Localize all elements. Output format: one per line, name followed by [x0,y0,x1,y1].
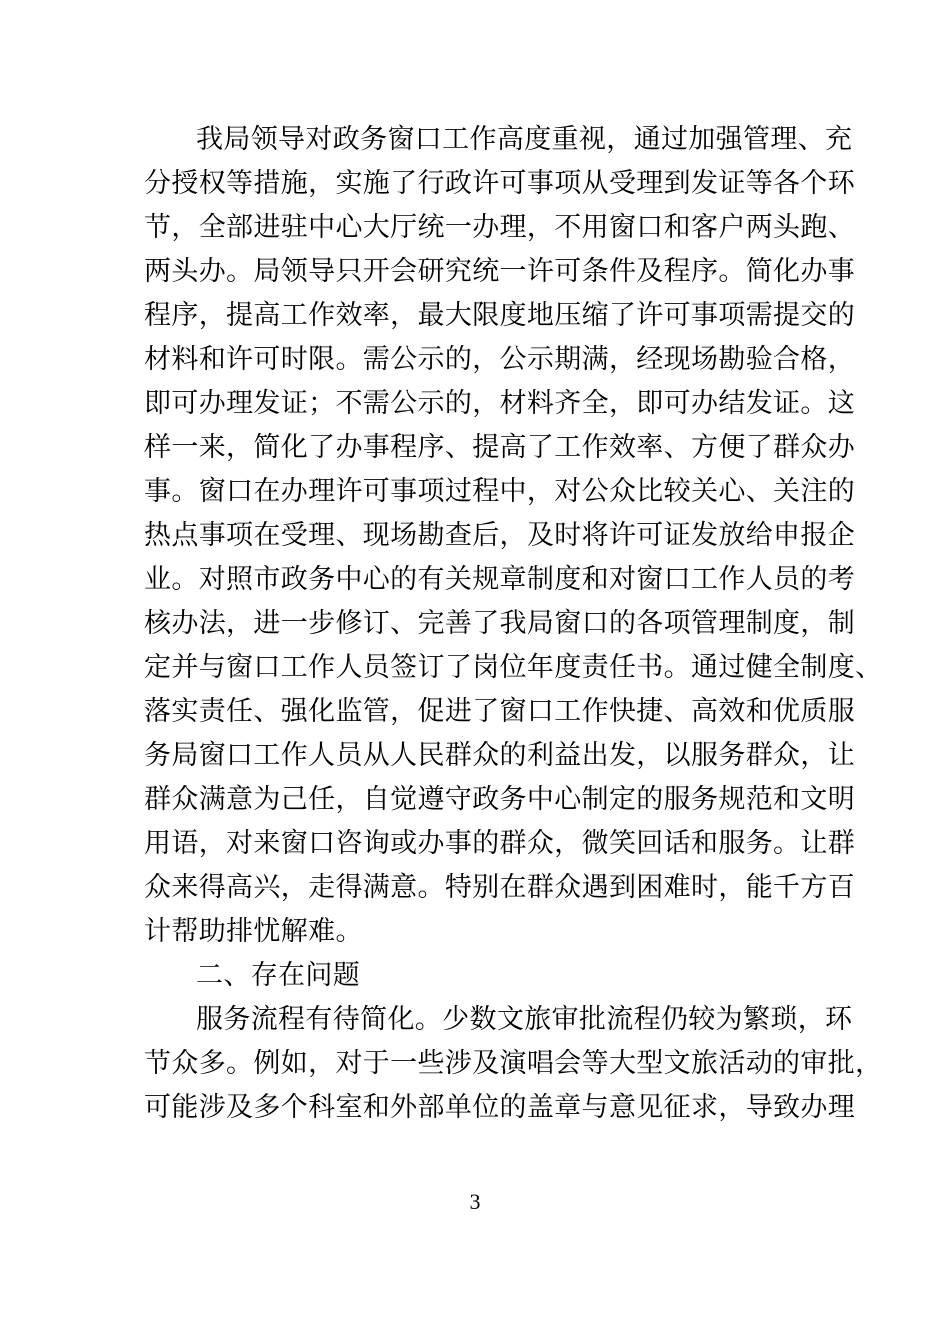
paragraph-line: 节众多。例如，对于一些涉及演唱会等大型文旅活动的审批， [144,1048,883,1079]
paragraph-line: 节，全部进驻中心大厅统一办理，不用窗口和客户两头跑、 [144,212,856,243]
paragraph-line: 材料和许可时限。需公示的，公示期满，经现场勘验合格， [144,344,856,375]
paragraph-line: 群众满意为己任，自觉遵守政务中心制定的服务规范和文明 [144,784,856,815]
paragraph-line: 即可办理发证；不需公示的，材料齐全，即可办结发证。这 [144,388,856,419]
paragraph-line: 热点事项在受理、现场勘查后，及时将许可证发放给申报企 [144,520,856,551]
paragraph-line: 可能涉及多个科室和外部单位的盖章与意见征求，导致办理 [144,1092,856,1123]
paragraph-line: 计帮助排忧解难。 [144,916,363,947]
paragraph-line: 事。窗口在办理许可事项过程中，对公众比较关心、关注的 [144,476,856,507]
paragraph-line: 落实责任、强化监管，促进了窗口工作快捷、高效和优质服 [144,696,856,727]
paragraph-line: 务局窗口工作人员从人民群众的利益出发，以服务群众，让 [144,740,856,771]
paragraph-line: 定并与窗口工作人员签订了岗位年度责任书。通过健全制度、 [144,652,883,683]
paragraph-line: 服务流程有待简化。少数文旅审批流程仍较为繁琐，环 [196,1004,853,1035]
paragraph-line: 核办法，进一步修订、完善了我局窗口的各项管理制度，制 [144,608,856,639]
paragraph-line: 两头办。局领导只开会研究统一许可条件及程序。简化办事 [144,256,856,287]
paragraph-line: 分授权等措施，实施了行政许可事项从受理到发证等各个环 [144,168,856,199]
paragraph-line: 用语，对来窗口咨询或办事的群众，微笑回话和服务。让群 [144,828,856,859]
paragraph-line: 众来得高兴，走得满意。特别在群众遇到困难时，能千方百 [144,872,856,903]
body-text [144,118,883,1130]
section-heading: 二、存在问题 [196,960,361,991]
paragraph-line: 我局领导对政务窗口工作高度重视，通过加强管理、充 [196,124,853,155]
paragraph-line: 业。对照市政务中心的有关规章制度和对窗口工作人员的考 [144,564,856,595]
paragraph-line: 样一来，简化了办事程序、提高了工作效率、方便了群众办 [144,432,856,463]
paragraph-line: 程序，提高工作效率，最大限度地压缩了许可事项需提交的 [144,300,856,331]
page-number: 3 [469,1189,481,1214]
